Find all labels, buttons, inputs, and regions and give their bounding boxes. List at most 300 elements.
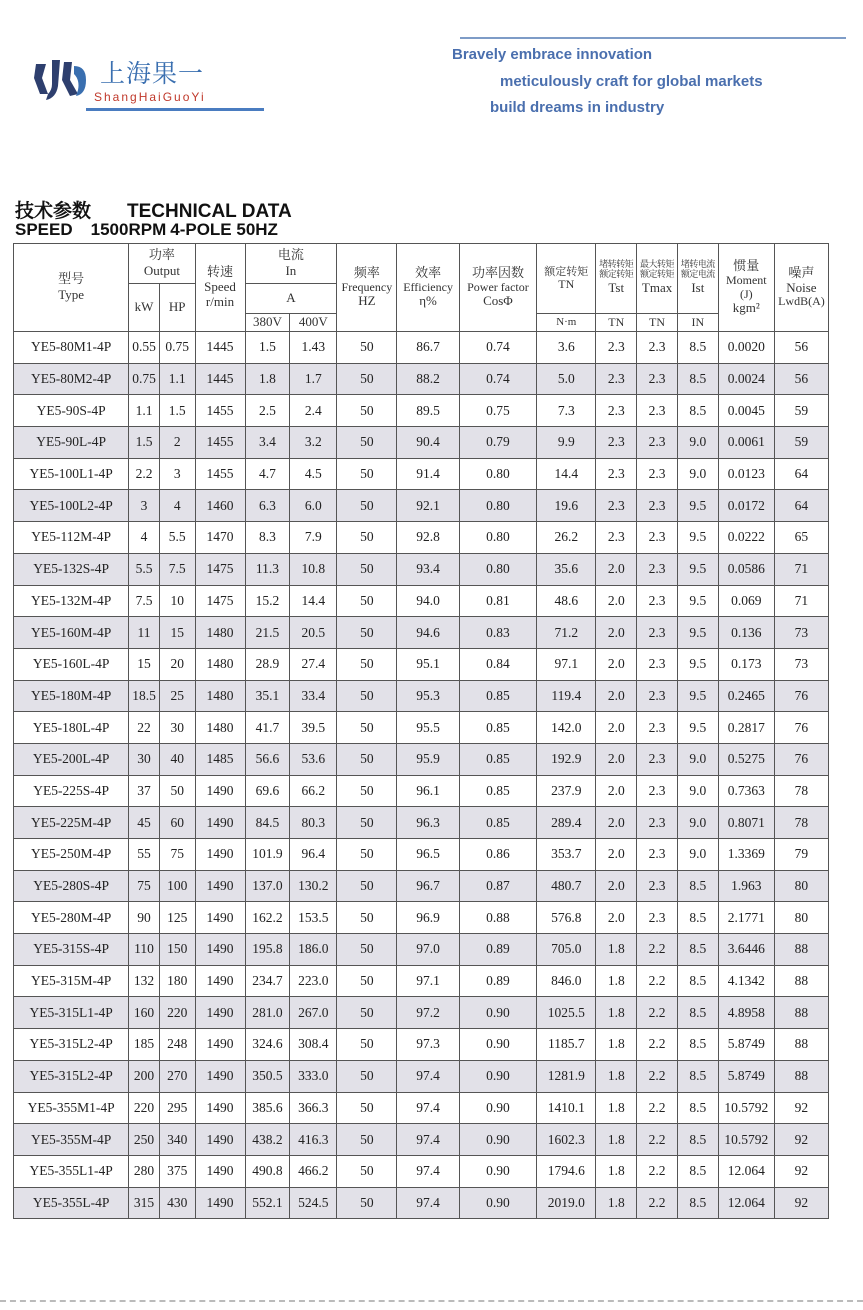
table-cell: 0.173 — [718, 648, 774, 680]
table-cell: 7.3 — [537, 395, 596, 427]
table-cell: 101.9 — [245, 839, 290, 871]
header-rule — [460, 37, 846, 39]
table-cell: 50 — [337, 363, 397, 395]
table-cell: 1.8 — [596, 934, 637, 966]
model-cell: YE5-132S-4P — [14, 553, 129, 585]
table-cell: 1480 — [195, 680, 245, 712]
table-cell: 50 — [337, 743, 397, 775]
brand-name-cn: 上海果一 — [100, 59, 205, 88]
model-cell: YE5-100L2-4P — [14, 490, 129, 522]
table-cell: 50 — [337, 870, 397, 902]
table-row — [14, 870, 829, 902]
table-cell: 186.0 — [290, 934, 337, 966]
table-cell: 56 — [774, 363, 828, 395]
table-cell: 8.5 — [677, 332, 718, 364]
table-cell: 50 — [337, 902, 397, 934]
table-cell: 2.3 — [637, 458, 678, 490]
table-cell: 2.3 — [637, 490, 678, 522]
table-cell: 0.0024 — [718, 363, 774, 395]
model-cell: YE5-355L1-4P — [14, 1155, 129, 1187]
table-cell: 2.3 — [637, 648, 678, 680]
table-cell: 96.5 — [397, 839, 459, 871]
table-cell: 80.3 — [290, 807, 337, 839]
table-cell: 1.8 — [596, 965, 637, 997]
table-row — [14, 1187, 829, 1219]
table-cell: 2019.0 — [537, 1187, 596, 1219]
table-cell: 5.8749 — [718, 1029, 774, 1061]
bottom-divider — [0, 1300, 863, 1302]
table-cell: 8.5 — [677, 934, 718, 966]
table-cell: 1455 — [195, 395, 245, 427]
table-cell: 71.2 — [537, 617, 596, 649]
table-cell: 1480 — [195, 648, 245, 680]
table-cell: 2.3 — [637, 902, 678, 934]
page-title — [15, 196, 292, 223]
table-cell: 8.5 — [677, 1187, 718, 1219]
table-cell: 7.5 — [129, 585, 160, 617]
model-cell: YE5-80M2-4P — [14, 363, 129, 395]
table-cell: 0.81 — [459, 585, 537, 617]
model-cell: YE5-315L2-4P — [14, 1060, 129, 1092]
header-current-unit: A — [245, 284, 337, 314]
table-cell: 97.4 — [397, 1092, 459, 1124]
table-cell: 9.9 — [537, 427, 596, 459]
header-power-factor: 功率因数 Power factor CosΦ — [459, 244, 537, 332]
model-cell: YE5-250M-4P — [14, 839, 129, 871]
header-400v: 400V — [290, 314, 337, 332]
table-row — [14, 839, 829, 871]
table-cell: 50 — [337, 553, 397, 585]
table-cell: 8.5 — [677, 1124, 718, 1156]
table-cell: 2.0 — [596, 807, 637, 839]
table-cell: 15 — [129, 648, 160, 680]
table-cell: 0.84 — [459, 648, 537, 680]
model-cell: YE5-355M-4P — [14, 1124, 129, 1156]
table-cell: 192.9 — [537, 743, 596, 775]
table-cell: 220 — [129, 1092, 160, 1124]
table-cell: 1490 — [195, 870, 245, 902]
table-cell: 0.75 — [459, 395, 537, 427]
table-cell: 2.0 — [596, 902, 637, 934]
table-cell: 10 — [159, 585, 195, 617]
table-cell: 8.5 — [677, 1060, 718, 1092]
table-cell: 76 — [774, 712, 828, 744]
table-cell: 92 — [774, 1092, 828, 1124]
table-cell: 0.74 — [459, 332, 537, 364]
table-row — [14, 997, 829, 1029]
table-cell: 1.8 — [596, 1092, 637, 1124]
table-cell: 2.0 — [596, 839, 637, 871]
table-cell: 1460 — [195, 490, 245, 522]
table-cell: 0.85 — [459, 775, 537, 807]
table-cell: 0.89 — [459, 934, 537, 966]
table-cell: 0.0172 — [718, 490, 774, 522]
table-cell: 88 — [774, 997, 828, 1029]
table-cell: 76 — [774, 680, 828, 712]
table-row — [14, 1092, 829, 1124]
table-cell: 80 — [774, 870, 828, 902]
table-cell: 71 — [774, 553, 828, 585]
table-cell: 97.4 — [397, 1155, 459, 1187]
table-cell: 1445 — [195, 332, 245, 364]
table-cell: 2.0 — [596, 553, 637, 585]
table-cell: 0.5275 — [718, 743, 774, 775]
table-cell: 119.4 — [537, 680, 596, 712]
table-row — [14, 743, 829, 775]
header-efficiency: 效率 Efficiency η% — [397, 244, 459, 332]
table-cell: 2.3 — [637, 332, 678, 364]
table-cell: 88.2 — [397, 363, 459, 395]
table-cell: 1490 — [195, 775, 245, 807]
table-cell: 2 — [159, 427, 195, 459]
table-cell: 97.0 — [397, 934, 459, 966]
table-cell: 2.0 — [596, 870, 637, 902]
table-cell: 132 — [129, 965, 160, 997]
table-body — [14, 332, 829, 1219]
table-cell: 0.79 — [459, 427, 537, 459]
table-cell: 73 — [774, 617, 828, 649]
table-cell: 10.5792 — [718, 1124, 774, 1156]
table-cell: 8.5 — [677, 1155, 718, 1187]
header-max-torque: 最大转矩 额定转矩 Tmax — [637, 244, 678, 314]
table-cell: 4.1342 — [718, 965, 774, 997]
table-cell: 8.5 — [677, 902, 718, 934]
table-cell: 1025.5 — [537, 997, 596, 1029]
table-cell: 50 — [337, 458, 397, 490]
table-cell: 366.3 — [290, 1092, 337, 1124]
table-cell: 35.1 — [245, 680, 290, 712]
table-cell: 86.7 — [397, 332, 459, 364]
table-cell: 40 — [159, 743, 195, 775]
table-cell: 2.2 — [637, 1187, 678, 1219]
table-cell: 324.6 — [245, 1029, 290, 1061]
table-cell: 0.83 — [459, 617, 537, 649]
table-cell: 59 — [774, 427, 828, 459]
header-max-torque-den: TN — [637, 314, 678, 332]
table-cell: 60 — [159, 807, 195, 839]
table-cell: 0.80 — [459, 522, 537, 554]
table-cell: 69.6 — [245, 775, 290, 807]
header-hp: HP — [159, 284, 195, 332]
table-cell: 1.43 — [290, 332, 337, 364]
table-cell: 1490 — [195, 807, 245, 839]
table-cell: 9.0 — [677, 743, 718, 775]
table-row — [14, 1155, 829, 1187]
table-cell: 1485 — [195, 743, 245, 775]
table-cell: 96.7 — [397, 870, 459, 902]
table-cell: 66.2 — [290, 775, 337, 807]
table-cell: 0.85 — [459, 712, 537, 744]
table-cell: 0.0045 — [718, 395, 774, 427]
table-cell: 96.4 — [290, 839, 337, 871]
table-cell: 1.963 — [718, 870, 774, 902]
table-cell: 19.6 — [537, 490, 596, 522]
table-cell: 94.0 — [397, 585, 459, 617]
table-cell: 39.5 — [290, 712, 337, 744]
table-cell: 1602.3 — [537, 1124, 596, 1156]
header-380v: 380V — [245, 314, 290, 332]
table-cell: 0.80 — [459, 458, 537, 490]
model-cell: YE5-315L2-4P — [14, 1029, 129, 1061]
table-cell: 416.3 — [290, 1124, 337, 1156]
table-cell: 9.5 — [677, 680, 718, 712]
table-cell: 50 — [337, 522, 397, 554]
table-cell: 11.3 — [245, 553, 290, 585]
table-cell: 97.4 — [397, 1124, 459, 1156]
table-cell: 1281.9 — [537, 1060, 596, 1092]
table-cell: 2.0 — [596, 680, 637, 712]
table-cell: 1.8 — [596, 997, 637, 1029]
table-row — [14, 965, 829, 997]
table-cell: 88 — [774, 934, 828, 966]
table-cell: 20 — [159, 648, 195, 680]
table-cell: 385.6 — [245, 1092, 290, 1124]
table-cell: 2.0 — [596, 585, 637, 617]
table-cell: 6.3 — [245, 490, 290, 522]
header-kw: kW — [129, 284, 160, 332]
table-row — [14, 458, 829, 490]
table-cell: 50 — [337, 1060, 397, 1092]
table-cell: 75 — [129, 870, 160, 902]
table-cell: 8.5 — [677, 363, 718, 395]
table-row — [14, 807, 829, 839]
table-cell: 27.4 — [290, 648, 337, 680]
table-cell: 1490 — [195, 934, 245, 966]
table-cell: 125 — [159, 902, 195, 934]
table-cell: 2.3 — [637, 553, 678, 585]
table-cell: 100 — [159, 870, 195, 902]
table-cell: 2.3 — [596, 427, 637, 459]
table-cell: 20.5 — [290, 617, 337, 649]
table-cell: 30 — [159, 712, 195, 744]
table-row — [14, 1060, 829, 1092]
table-cell: 90 — [129, 902, 160, 934]
table-cell: 1490 — [195, 1029, 245, 1061]
table-cell: 90.4 — [397, 427, 459, 459]
table-cell: 6.0 — [290, 490, 337, 522]
table-cell: 0.75 — [129, 363, 160, 395]
table-cell: 30 — [129, 743, 160, 775]
table-cell: 153.5 — [290, 902, 337, 934]
table-cell: 18.5 — [129, 680, 160, 712]
table-cell: 2.4 — [290, 395, 337, 427]
table-cell: 9.5 — [677, 490, 718, 522]
table-row — [14, 585, 829, 617]
table-cell: 7.5 — [159, 553, 195, 585]
page-title-cn: 技术参数 — [15, 200, 92, 222]
table-cell: 2.0 — [596, 648, 637, 680]
table-cell: 76 — [774, 743, 828, 775]
table-cell: 846.0 — [537, 965, 596, 997]
table-cell: 50 — [337, 490, 397, 522]
table-cell: 9.0 — [677, 427, 718, 459]
table-cell: 95.5 — [397, 712, 459, 744]
table-cell: 73 — [774, 648, 828, 680]
table-cell: 308.4 — [290, 1029, 337, 1061]
table-cell: 2.3 — [637, 743, 678, 775]
table-cell: 162.2 — [245, 902, 290, 934]
table-row — [14, 680, 829, 712]
table-cell: 490.8 — [245, 1155, 290, 1187]
table-cell: 1490 — [195, 1155, 245, 1187]
table-cell: 524.5 — [290, 1187, 337, 1219]
speed-poles: 4-POLE 50HZ — [170, 220, 278, 239]
model-cell: YE5-315L1-4P — [14, 997, 129, 1029]
table-cell: 97.1 — [537, 648, 596, 680]
page-title-en: TECHNICAL DATA — [127, 201, 292, 222]
table-cell: 0.136 — [718, 617, 774, 649]
table-cell: 0.90 — [459, 1092, 537, 1124]
table-cell: 1.7 — [290, 363, 337, 395]
table-cell: 576.8 — [537, 902, 596, 934]
table-row — [14, 902, 829, 934]
table-cell: 2.2 — [637, 1124, 678, 1156]
table-row — [14, 1124, 829, 1156]
table-cell: 21.5 — [245, 617, 290, 649]
header-lr-current-den: IN — [677, 314, 718, 332]
table-cell: 1.5 — [129, 427, 160, 459]
table-cell: 1490 — [195, 839, 245, 871]
table-cell: 4.5 — [290, 458, 337, 490]
table-cell: 1480 — [195, 712, 245, 744]
table-cell: 1.8 — [245, 363, 290, 395]
table-cell: 89.5 — [397, 395, 459, 427]
header-current: 电流 In — [245, 244, 337, 284]
header-locked-rotor-current: 堵转电流 额定电流 Ist — [677, 244, 718, 314]
table-cell: 137.0 — [245, 870, 290, 902]
header-locked-rotor-torque: 堵转转矩 额定转矩 Tst — [596, 244, 637, 314]
table-cell: 0.89 — [459, 965, 537, 997]
table-cell: 33.4 — [290, 680, 337, 712]
model-cell: YE5-225M-4P — [14, 807, 129, 839]
table-cell: 3.6 — [537, 332, 596, 364]
model-cell: YE5-355L-4P — [14, 1187, 129, 1219]
header-rated-torque: 额定转矩 TN — [537, 244, 596, 314]
table-cell: 350.5 — [245, 1060, 290, 1092]
table-row — [14, 427, 829, 459]
table-cell: 2.3 — [596, 458, 637, 490]
brand-logo-icon — [32, 56, 90, 102]
table-cell: 71 — [774, 585, 828, 617]
model-cell: YE5-280M-4P — [14, 902, 129, 934]
table-cell: 0.0123 — [718, 458, 774, 490]
table-cell: 97.4 — [397, 1187, 459, 1219]
table-cell: 0.90 — [459, 1124, 537, 1156]
table-cell: 2.2 — [637, 1029, 678, 1061]
table-cell: 0.85 — [459, 680, 537, 712]
table-cell: 160 — [129, 997, 160, 1029]
table-row — [14, 775, 829, 807]
table-cell: 0.0222 — [718, 522, 774, 554]
table-cell: 25 — [159, 680, 195, 712]
table-cell: 1.1 — [129, 395, 160, 427]
table-cell: 1445 — [195, 363, 245, 395]
table-cell: 0.90 — [459, 1187, 537, 1219]
table-cell: 0.87 — [459, 870, 537, 902]
table-cell: 1455 — [195, 427, 245, 459]
table-cell: 0.8071 — [718, 807, 774, 839]
model-cell: YE5-160M-4P — [14, 617, 129, 649]
header-output: 功率 Output — [129, 244, 195, 284]
table-cell: 142.0 — [537, 712, 596, 744]
table-cell: 0.90 — [459, 1029, 537, 1061]
table-cell: 50 — [337, 1187, 397, 1219]
table-cell: 150 — [159, 934, 195, 966]
table-cell: 50 — [337, 712, 397, 744]
table-cell: 2.1771 — [718, 902, 774, 934]
table-cell: 92 — [774, 1155, 828, 1187]
table-row — [14, 617, 829, 649]
table-row — [14, 934, 829, 966]
table-cell: 92.1 — [397, 490, 459, 522]
table-cell: 59 — [774, 395, 828, 427]
table-cell: 50 — [337, 617, 397, 649]
table-cell: 2.2 — [637, 1060, 678, 1092]
table-row — [14, 395, 829, 427]
header-type: 型号 Type — [14, 244, 129, 332]
table-cell: 8.5 — [677, 965, 718, 997]
table-cell: 280 — [129, 1155, 160, 1187]
header-torque-unit: N·m — [537, 314, 596, 332]
table-cell: 1490 — [195, 1060, 245, 1092]
table-cell: 92.8 — [397, 522, 459, 554]
table-cell: 96.1 — [397, 775, 459, 807]
slogan-line-2: meticulously craft for global markets — [500, 73, 763, 90]
table-cell: 1410.1 — [537, 1092, 596, 1124]
model-cell: YE5-90S-4P — [14, 395, 129, 427]
table-cell: 50 — [337, 1124, 397, 1156]
header-speed: 转速 Speed r/min — [195, 244, 245, 332]
table-cell: 289.4 — [537, 807, 596, 839]
speed-subtitle — [15, 220, 296, 240]
table-cell: 12.064 — [718, 1187, 774, 1219]
model-cell: YE5-160L-4P — [14, 648, 129, 680]
table-cell: 9.5 — [677, 648, 718, 680]
table-cell: 8.3 — [245, 522, 290, 554]
table-cell: 237.9 — [537, 775, 596, 807]
table-cell: 50 — [337, 648, 397, 680]
table-cell: 250 — [129, 1124, 160, 1156]
table-cell: 234.7 — [245, 965, 290, 997]
table-cell: 1470 — [195, 522, 245, 554]
table-cell: 9.0 — [677, 807, 718, 839]
table-cell: 2.3 — [637, 585, 678, 617]
table-cell: 1.8 — [596, 1187, 637, 1219]
table-cell: 97.2 — [397, 997, 459, 1029]
model-cell: YE5-180L-4P — [14, 712, 129, 744]
table-cell: 2.2 — [637, 934, 678, 966]
table-cell: 9.5 — [677, 553, 718, 585]
table-row — [14, 553, 829, 585]
table-cell: 3 — [129, 490, 160, 522]
table-cell: 0.069 — [718, 585, 774, 617]
slogan-line-1: Bravely embrace innovation — [452, 46, 653, 63]
table-cell: 2.3 — [637, 712, 678, 744]
table-cell: 2.3 — [637, 680, 678, 712]
table-cell: 50 — [337, 1092, 397, 1124]
table-cell: 94.6 — [397, 617, 459, 649]
table-cell: 56 — [774, 332, 828, 364]
table-cell: 2.3 — [596, 363, 637, 395]
table-cell: 438.2 — [245, 1124, 290, 1156]
table-cell: 353.7 — [537, 839, 596, 871]
table-row — [14, 363, 829, 395]
header-frequency: 频率 Frequency HZ — [337, 244, 397, 332]
speed-label: SPEED — [15, 220, 73, 239]
table-cell: 2.3 — [596, 332, 637, 364]
table-row — [14, 522, 829, 554]
table-cell: 78 — [774, 775, 828, 807]
